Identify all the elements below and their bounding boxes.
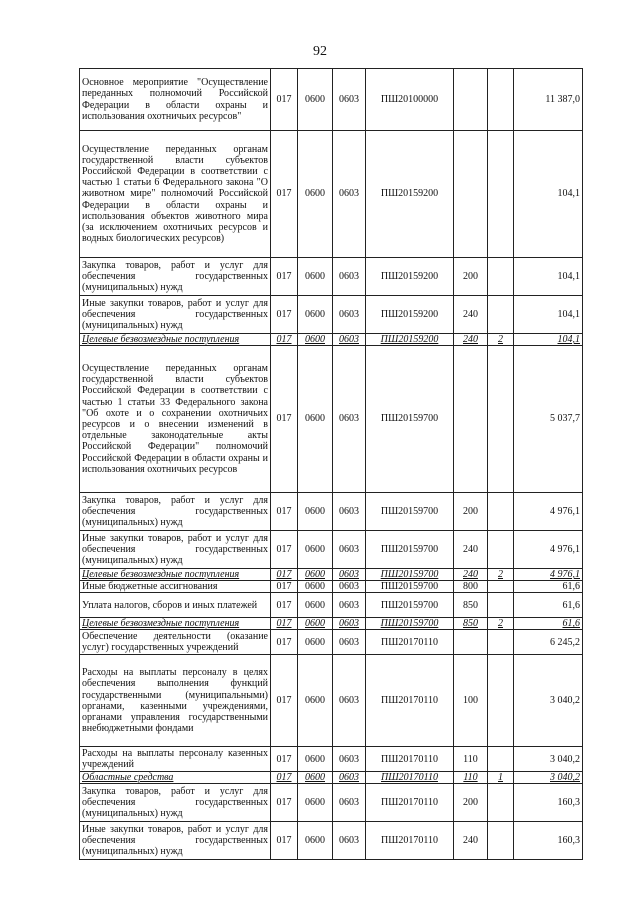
row-name: Уплата налогов, сборов и иных платежей (80, 593, 271, 618)
row-section-code: 0600 (298, 747, 333, 772)
row-section-code: 0600 (298, 258, 333, 296)
row-source-code (488, 531, 514, 569)
row-target-article: ПШ20100000 (366, 69, 454, 131)
row-source-code: 2 (488, 334, 514, 346)
row-expense-type: 200 (454, 258, 488, 296)
row-source-code (488, 131, 514, 258)
table-row (80, 593, 583, 618)
row-source-code (488, 655, 514, 747)
row-amount: 3 040,2 (514, 747, 583, 772)
budget-table (79, 68, 583, 860)
row-name: Целевые безвозмездные поступления (80, 334, 271, 346)
row-name: Осуществление переданных органам государственной власти субъектов Российской Федерации в соответствии с частью 1 статьи 33 Федерального закона "Об охоте и о сохранении охотничьих ресурсов и о внесении изменений в отдельные законодательные акты Российской Федерации" полномочий Российской Федерации в области охраны и использования охотничьих ресурсов (80, 346, 271, 493)
row-section-code: 0600 (298, 69, 333, 131)
row-amount: 3 040,2 (514, 772, 583, 784)
row-amount: 5 037,7 (514, 346, 583, 493)
row-expense-type: 100 (454, 655, 488, 747)
table-row (80, 822, 583, 860)
table-row (80, 493, 583, 531)
row-section-code: 0600 (298, 784, 333, 822)
row-subsection-code: 0603 (333, 822, 366, 860)
row-target-article: ПШ20159700 (366, 618, 454, 630)
row-target-article: ПШ20159700 (366, 569, 454, 581)
row-amount: 4 976,1 (514, 493, 583, 531)
row-target-article: ПШ20159700 (366, 531, 454, 569)
row-subsection-code: 0603 (333, 569, 366, 581)
row-grbs-code: 017 (271, 531, 298, 569)
budget-table-body (80, 69, 583, 860)
row-section-code: 0600 (298, 531, 333, 569)
row-subsection-code: 0603 (333, 618, 366, 630)
row-subsection-code: 0603 (333, 531, 366, 569)
row-grbs-code: 017 (271, 493, 298, 531)
row-amount: 4 976,1 (514, 531, 583, 569)
row-section-code: 0600 (298, 334, 333, 346)
row-expense-type: 200 (454, 784, 488, 822)
row-subsection-code: 0603 (333, 346, 366, 493)
row-source-code (488, 747, 514, 772)
row-target-article: ПШ20170110 (366, 655, 454, 747)
row-name: Расходы на выплаты персоналу казенных учреждений (80, 747, 271, 772)
row-subsection-code: 0603 (333, 784, 366, 822)
row-section-code: 0600 (298, 581, 333, 593)
table-row (80, 747, 583, 772)
row-amount: 61,6 (514, 618, 583, 630)
row-subsection-code: 0603 (333, 772, 366, 784)
table-row (80, 296, 583, 334)
row-grbs-code: 017 (271, 296, 298, 334)
row-expense-type: 240 (454, 334, 488, 346)
row-subsection-code: 0603 (333, 655, 366, 747)
row-source-code (488, 296, 514, 334)
row-expense-type: 110 (454, 747, 488, 772)
row-name: Осуществление переданных органам государственной власти субъектов Российской Федерации в соответствии с частью 1 статьи 6 Федерального закона "О животном мире" полномочий Российской Федерации в области охраны и использования объектов животного мира (за исключением охотничьих ресурсов и водных биологических ресурсов) (80, 131, 271, 258)
row-grbs-code: 017 (271, 131, 298, 258)
row-target-article: ПШ20159200 (366, 258, 454, 296)
row-target-article: ПШ20170110 (366, 784, 454, 822)
row-expense-type (454, 131, 488, 258)
row-section-code: 0600 (298, 593, 333, 618)
row-amount: 3 040,2 (514, 655, 583, 747)
row-target-article: ПШ20170110 (366, 822, 454, 860)
row-amount: 6 245,2 (514, 630, 583, 655)
row-grbs-code: 017 (271, 655, 298, 747)
row-expense-type: 850 (454, 618, 488, 630)
row-name: Закупка товаров, работ и услуг для обеспечения государственных (муниципальных) нужд (80, 493, 271, 531)
row-target-article: ПШ20159200 (366, 334, 454, 346)
row-source-code (488, 493, 514, 531)
table-row (80, 131, 583, 258)
row-subsection-code: 0603 (333, 131, 366, 258)
row-expense-type: 240 (454, 531, 488, 569)
row-expense-type: 240 (454, 569, 488, 581)
row-expense-type (454, 69, 488, 131)
row-expense-type (454, 346, 488, 493)
row-source-code (488, 630, 514, 655)
row-name: Иные закупки товаров, работ и услуг для обеспечения государственных (муниципальных) нужд (80, 296, 271, 334)
row-target-article: ПШ20159700 (366, 593, 454, 618)
row-amount: 61,6 (514, 581, 583, 593)
row-expense-type (454, 630, 488, 655)
row-name: Закупка товаров, работ и услуг для обеспечения государственных (муниципальных) нужд (80, 784, 271, 822)
row-name: Целевые безвозмездные поступления (80, 569, 271, 581)
row-amount: 4 976,1 (514, 569, 583, 581)
row-amount: 61,6 (514, 593, 583, 618)
row-subsection-code: 0603 (333, 334, 366, 346)
row-target-article: ПШ20159700 (366, 493, 454, 531)
row-source-code (488, 822, 514, 860)
row-section-code: 0600 (298, 131, 333, 258)
row-subsection-code: 0603 (333, 581, 366, 593)
row-expense-type: 240 (454, 822, 488, 860)
row-subsection-code: 0603 (333, 630, 366, 655)
row-subsection-code: 0603 (333, 296, 366, 334)
row-name: Иные бюджетные ассигнования (80, 581, 271, 593)
row-target-article: ПШ20170110 (366, 630, 454, 655)
row-amount: 104,1 (514, 334, 583, 346)
row-subsection-code: 0603 (333, 493, 366, 531)
row-expense-type: 240 (454, 296, 488, 334)
row-name: Иные закупки товаров, работ и услуг для обеспечения государственных (муниципальных) нужд (80, 531, 271, 569)
row-name: Обеспечение деятельности (оказание услуг) государственных учреждений (80, 630, 271, 655)
row-name: Расходы на выплаты персоналу в целях обеспечения выполнения функций государственными (муниципальными) органами, казенными учреждениями, органами управления государственными внебюджетными фондами (80, 655, 271, 747)
row-amount: 104,1 (514, 131, 583, 258)
row-name: Целевые безвозмездные поступления (80, 618, 271, 630)
row-section-code: 0600 (298, 296, 333, 334)
row-grbs-code: 017 (271, 630, 298, 655)
row-expense-type: 110 (454, 772, 488, 784)
row-grbs-code: 017 (271, 618, 298, 630)
table-row (80, 630, 583, 655)
row-target-article: ПШ20159700 (366, 581, 454, 593)
row-grbs-code: 017 (271, 747, 298, 772)
row-subsection-code: 0603 (333, 69, 366, 131)
row-source-code: 1 (488, 772, 514, 784)
row-amount: 160,3 (514, 784, 583, 822)
row-name: Закупка товаров, работ и услуг для обеспечения государственных (муниципальных) нужд (80, 258, 271, 296)
row-source-code: 2 (488, 569, 514, 581)
table-row (80, 784, 583, 822)
row-amount: 104,1 (514, 296, 583, 334)
row-section-code: 0600 (298, 569, 333, 581)
row-section-code: 0600 (298, 493, 333, 531)
page-number: 92 (313, 44, 327, 59)
row-grbs-code: 017 (271, 69, 298, 131)
row-expense-type: 800 (454, 581, 488, 593)
table-row (80, 655, 583, 747)
row-grbs-code: 017 (271, 581, 298, 593)
table-row (80, 69, 583, 131)
row-source-code (488, 784, 514, 822)
row-name: Основное мероприятие "Осуществление переданных полномочий Российской Федерации в области охраны и использования охотничьих ресурсов" (80, 69, 271, 131)
row-section-code: 0600 (298, 655, 333, 747)
table-row (80, 581, 583, 593)
row-subsection-code: 0603 (333, 593, 366, 618)
table-row (80, 569, 583, 581)
row-subsection-code: 0603 (333, 747, 366, 772)
row-grbs-code: 017 (271, 593, 298, 618)
row-target-article: ПШ20170110 (366, 772, 454, 784)
row-section-code: 0600 (298, 630, 333, 655)
row-source-code (488, 258, 514, 296)
row-source-code (488, 346, 514, 493)
row-source-code: 2 (488, 618, 514, 630)
row-grbs-code: 017 (271, 822, 298, 860)
row-grbs-code: 017 (271, 334, 298, 346)
row-grbs-code: 017 (271, 346, 298, 493)
row-grbs-code: 017 (271, 772, 298, 784)
row-target-article: ПШ20159700 (366, 346, 454, 493)
row-section-code: 0600 (298, 618, 333, 630)
row-grbs-code: 017 (271, 784, 298, 822)
row-section-code: 0600 (298, 346, 333, 493)
table-row (80, 531, 583, 569)
table-row (80, 346, 583, 493)
table-row (80, 334, 583, 346)
row-expense-type: 850 (454, 593, 488, 618)
row-amount: 11 387,0 (514, 69, 583, 131)
row-amount: 160,3 (514, 822, 583, 860)
table-row (80, 258, 583, 296)
row-name: Иные закупки товаров, работ и услуг для обеспечения государственных (муниципальных) нужд (80, 822, 271, 860)
table-row (80, 772, 583, 784)
row-amount: 104,1 (514, 258, 583, 296)
row-target-article: ПШ20170110 (366, 747, 454, 772)
row-section-code: 0600 (298, 822, 333, 860)
row-grbs-code: 017 (271, 258, 298, 296)
row-expense-type: 200 (454, 493, 488, 531)
row-name: Областные средства (80, 772, 271, 784)
row-source-code (488, 581, 514, 593)
row-subsection-code: 0603 (333, 258, 366, 296)
row-source-code (488, 593, 514, 618)
table-row (80, 618, 583, 630)
row-source-code (488, 69, 514, 131)
row-grbs-code: 017 (271, 569, 298, 581)
row-section-code: 0600 (298, 772, 333, 784)
row-target-article: ПШ20159200 (366, 296, 454, 334)
row-target-article: ПШ20159200 (366, 131, 454, 258)
